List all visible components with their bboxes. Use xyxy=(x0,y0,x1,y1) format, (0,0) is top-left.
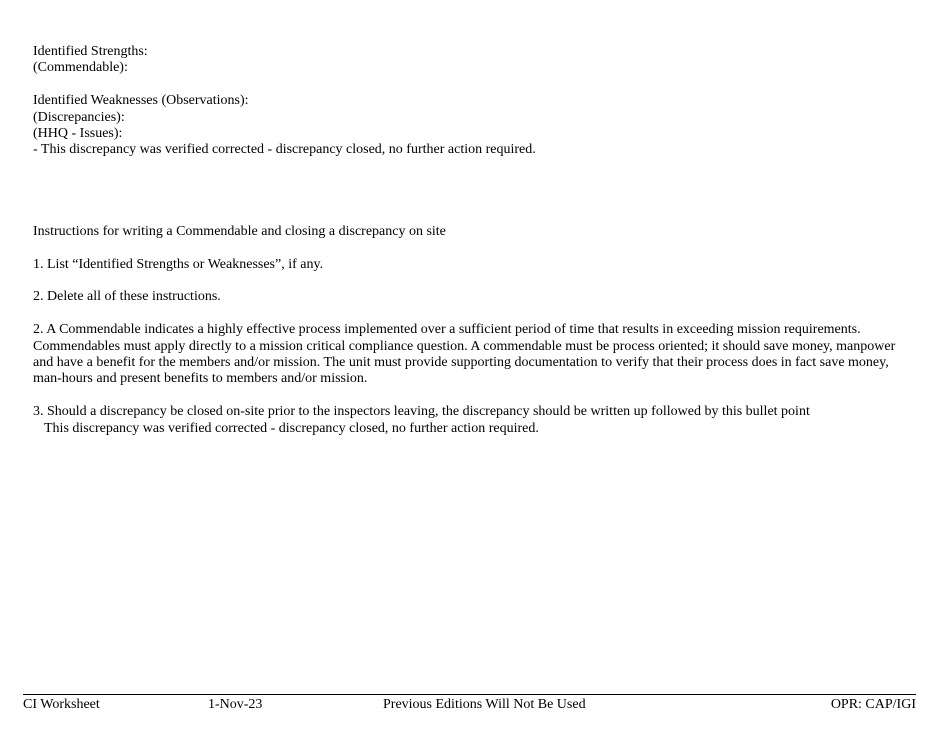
page-footer xyxy=(23,694,916,717)
instruction-2-delete: 2. Delete all of these instructions. xyxy=(33,289,221,305)
instruction-3: 3. Should a discrepancy be closed on-site prior to the inspectors leaving, the discrepancy should be written up followed by this bullet point xyxy=(33,404,810,420)
footer-date: 1-Nov-23 xyxy=(208,697,263,712)
closed-discrepancy-bullet: - This discrepancy was verified corrected - discrepancy closed, no further action required. xyxy=(33,142,536,158)
commendable-label: (Commendable): xyxy=(33,60,128,76)
spacer xyxy=(33,273,918,289)
worksheet-body xyxy=(33,44,918,437)
footer-notice: Previous Editions Will Not Be Used xyxy=(383,697,586,712)
footer-form-name: CI Worksheet xyxy=(23,697,100,712)
hhq-issues-label: (HHQ - Issues): xyxy=(33,126,123,142)
spacer xyxy=(33,77,918,93)
spacer xyxy=(33,240,918,256)
spacer xyxy=(33,159,918,224)
instruction-1: 1. List “Identified Strengths or Weaknesses”, if any. xyxy=(33,256,324,272)
spacer xyxy=(33,306,918,322)
instruction-2-commendable: 2. A Commendable indicates a highly effective process implemented over a sufficient period of time that results in exceeding mission requirements. Commendables must apply directly to a mission critical compliance question. A commendable must be process oriented; it should save money, manpower and have a benefit for the members and/or mission. The unit must provide supporting documentation to verify that their process does in fact save money, man-hours and present benefits to members and/or mission. xyxy=(33,322,896,387)
spacer xyxy=(33,388,918,404)
weaknesses-heading: Identified Weaknesses (Observations): xyxy=(33,93,249,109)
strengths-heading: Identified Strengths: xyxy=(33,44,148,59)
discrepancies-label: (Discrepancies): xyxy=(33,109,125,125)
instructions-title: Instructions for writing a Commendable and closing a discrepancy on site xyxy=(33,223,446,239)
instruction-3-bullet: This discrepancy was verified corrected - discrepancy closed, no further action required. xyxy=(44,420,539,436)
footer-opr: OPR: CAP/IGI xyxy=(830,697,916,712)
